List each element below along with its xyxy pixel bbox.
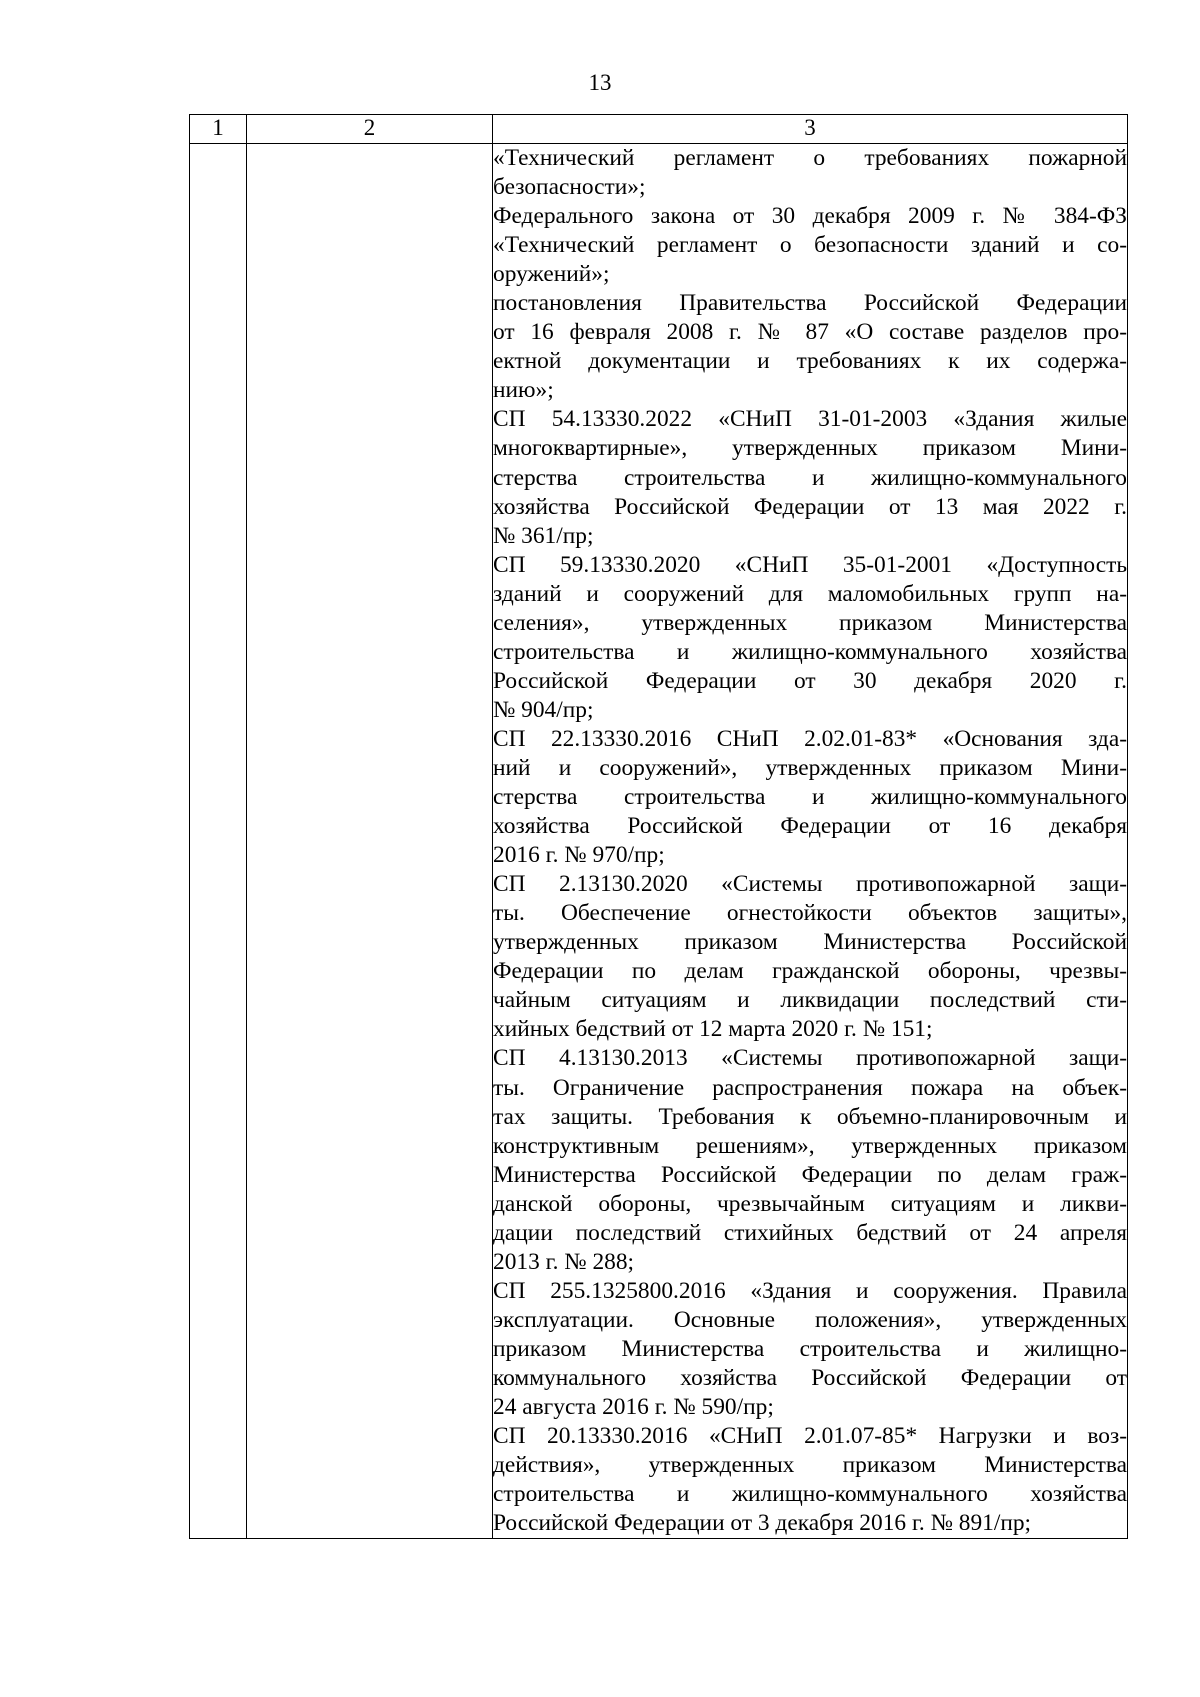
- text-line: «Технический регламент о безопасности зданий и со-: [493, 232, 1127, 259]
- text-line: Федерации по делам гражданской обороны, чрезвы-: [493, 958, 1127, 985]
- text-line: эксплуатации. Основные положения», утвержденных: [493, 1306, 1127, 1333]
- text-line: СП 4.13130.2013 «Системы противопожарной защи-: [493, 1045, 1127, 1072]
- text-line: 2016 г. № 970/пр;: [493, 842, 665, 869]
- text-line: хозяйства Российской Федерации от 13 мая 2022 г.: [493, 493, 1127, 520]
- text-line: ты. Ограничение распространения пожара на объек-: [493, 1074, 1127, 1101]
- text-line: оружений»;: [493, 261, 610, 288]
- text-line: от 16 февраля 2008 г. № 87 «О составе разделов про-: [493, 319, 1127, 346]
- text-line: стерства строительства и жилищно-коммунального: [493, 464, 1127, 491]
- page-number: 13: [588, 70, 612, 95]
- text-line: СП 2.13130.2020 «Системы противопожарной защи-: [493, 871, 1127, 898]
- text-line: Федерального закона от 30 декабря 2009 г. № 384-ФЗ: [493, 203, 1127, 230]
- column-2-cell: [247, 144, 493, 1539]
- text-line: хозяйства Российской Федерации от 16 декабря: [493, 813, 1127, 840]
- text-line: селения», утвержденных приказом Министерства: [493, 609, 1127, 636]
- text-line: ты. Обеспечение огнестойкости объектов защиты»,: [493, 900, 1127, 927]
- text-line: тах защиты. Требования к объемно-планировочным и: [493, 1103, 1127, 1130]
- text-line: ектной документации и требованиях к их содержа-: [493, 348, 1127, 375]
- text-line: коммунального хозяйства Российской Федерации от: [493, 1364, 1127, 1391]
- regulations-table: [189, 114, 1128, 1539]
- text-line: Министерства Российской Федерации по делам граж-: [493, 1161, 1127, 1188]
- text-line: № 361/пр;: [493, 522, 594, 549]
- column-3-cell: [493, 144, 1128, 1539]
- text-line: строительства и жилищно-коммунального хозяйства: [493, 638, 1127, 665]
- text-line: приказом Министерства строительства и жилищно-: [493, 1335, 1127, 1362]
- regulation-entry: [493, 289, 1127, 405]
- text-line: утвержденных приказом Министерства Российской: [493, 929, 1127, 956]
- table-header-row: [190, 115, 1128, 144]
- table-row: [190, 144, 1128, 1539]
- text-line: многоквартирные», утвержденных приказом Мини-: [493, 435, 1127, 462]
- column-header-2: 2: [247, 115, 493, 144]
- regulation-entry: [493, 1277, 1127, 1422]
- text-line: постановления Правительства Российской Федерации: [493, 290, 1127, 317]
- regulation-entry: [493, 202, 1127, 289]
- regulation-entry: [493, 725, 1127, 870]
- text-line: ний и сооружений», утвержденных приказом Мини-: [493, 754, 1127, 781]
- regulation-entry: [493, 1422, 1127, 1538]
- text-line: 24 августа 2016 г. № 590/пр;: [493, 1394, 774, 1421]
- text-line: СП 20.13330.2016 «СНиП 2.01.07-85* Нагрузки и воз-: [493, 1423, 1127, 1450]
- text-line: СП 255.1325800.2016 «Здания и сооружения. Правила: [493, 1277, 1127, 1304]
- regulation-entry: [493, 551, 1127, 725]
- text-line: строительства и жилищно-коммунального хозяйства: [493, 1481, 1127, 1508]
- text-line: хийных бедствий от 12 марта 2020 г. № 151;: [493, 1016, 933, 1043]
- text-line: стерства строительства и жилищно-коммунального: [493, 784, 1127, 811]
- text-line: № 904/пр;: [493, 696, 594, 723]
- text-line: дации последствий стихийных бедствий от 24 апреля: [493, 1219, 1127, 1246]
- regulation-entry: [493, 405, 1127, 550]
- text-line: Российской Федерации от 3 декабря 2016 г. № 891/пр;: [493, 1510, 1032, 1537]
- text-line: чайным ситуациям и ликвидации последствий сти-: [493, 987, 1127, 1014]
- regulation-entry: [493, 144, 1127, 202]
- text-line: СП 22.13330.2016 СНиП 2.02.01-83* «Основания зда-: [493, 725, 1127, 752]
- text-line: СП 54.13330.2022 «СНиП 31-01-2003 «Здания жилые: [493, 406, 1127, 433]
- text-line: «Технический регламент о требованиях пожарной: [493, 145, 1127, 171]
- text-line: данской обороны, чрезвычайным ситуациям и ликви-: [493, 1190, 1127, 1217]
- regulations-list: [493, 144, 1127, 1538]
- text-line: СП 59.13330.2020 «СНиП 35-01-2001 «Доступность: [493, 551, 1127, 578]
- column-header-3: 3: [493, 115, 1128, 144]
- column-header-1: 1: [190, 115, 247, 144]
- column-1-cell: [190, 144, 247, 1539]
- text-line: Российской Федерации от 30 декабря 2020 г.: [493, 667, 1127, 694]
- text-line: конструктивным решениям», утвержденных приказом: [493, 1132, 1127, 1159]
- text-line: безопасности»;: [493, 174, 646, 201]
- regulation-entry: [493, 870, 1127, 1044]
- regulation-entry: [493, 1044, 1127, 1276]
- text-line: нию»;: [493, 377, 554, 404]
- text-line: зданий и сооружений для маломобильных групп на-: [493, 580, 1127, 607]
- text-line: действия», утвержденных приказом Министерства: [493, 1452, 1127, 1479]
- text-line: 2013 г. № 288;: [493, 1248, 635, 1275]
